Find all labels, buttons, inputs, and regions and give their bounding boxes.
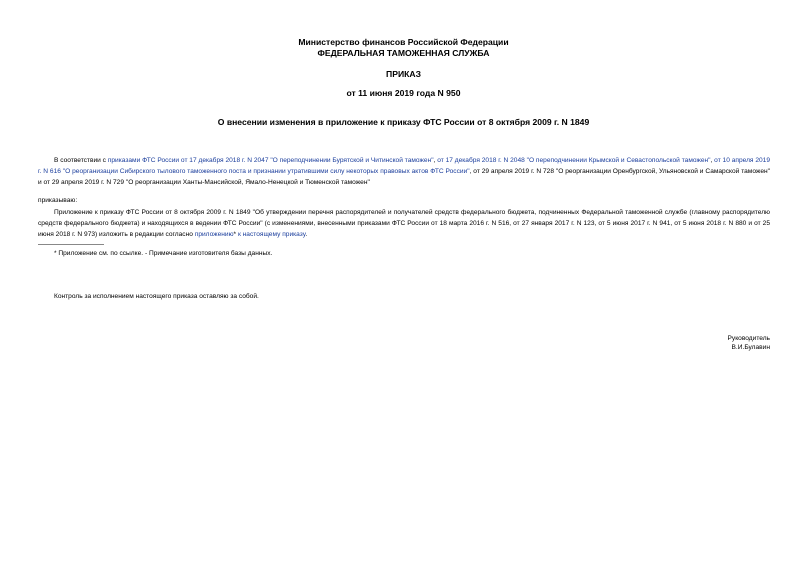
order-2048-link[interactable]: от 17 декабря 2018 г. N 2048 "О переподчинении Крымской и Севастопольской таможен" (437, 157, 711, 164)
signature-title: Руководитель (727, 335, 770, 342)
this-order-link[interactable]: к настоящему приказу (237, 231, 306, 239)
ministry-title: Министерство финансов Российской Федерации (298, 37, 509, 47)
document-date-number: от 11 июня 2019 года N 950 (346, 88, 461, 98)
signature-name: В.И.Булавин (731, 344, 770, 351)
preamble-text-2: , (433, 157, 438, 164)
footnote-divider (38, 244, 104, 245)
document-type: ПРИКАЗ (386, 69, 421, 79)
main-text-2: * (233, 231, 238, 239)
preamble-paragraph (38, 155, 770, 189)
preamble-text-1: В соответствии с (54, 157, 108, 164)
document-subject: О внесении изменения в приложение к приказу ФТС России от 8 октября 2009 г. N 1849 (217, 117, 590, 127)
footnote: * Приложение см. по ссылке. - Примечание изготовителя базы данных. (54, 250, 273, 257)
control-clause: Контроль за исполнением настоящего приказа оставляю за собой. (54, 293, 259, 300)
service-title: ФЕДЕРАЛЬНАЯ ТАМОЖЕННАЯ СЛУЖБА (317, 48, 490, 58)
main-text-3: . (305, 231, 308, 239)
order-616-link[interactable]: от 10 апреля 2019 г. N 616 "О реорганизации Сибирского тылового таможенного поста и признании утратившими силу некоторых правовых актов ФТС России" (38, 157, 770, 176)
main-paragraph (38, 207, 770, 241)
order-word: приказываю: (38, 197, 78, 204)
main-text-1: Приложение к приказу ФТС России от 8 октября 2009 г. N 1849 "Об утверждении перечня распорядителей и получателей средств федерального бюджета, подчиненных Федеральной таможенной службе (главному распорядителю средств федерального бюджета) и находящихся в ведении ФТС России" (с изменениями, внесенными приказами ФТС России от 18 марта 2016 г. N 516, от 27 января 2017 г. N 123, от 5 июня 2017 г. N 941, от 5 июня 2018 г. N 880 и от 25 июня 2018 г. N 973) изложить в редакции согласно (38, 209, 770, 239)
preamble-text-4: , от 29 апреля 2019 г. N 728 "О реорганизации Оренбургской, Ульяновской и Самарской таможен" и от 29 апреля 2019 г. N 729 "О реорганизации Ханты-Мансийской, Ямало-Ненецкой и Тюменской таможен" (38, 168, 770, 187)
preamble-text-3: , (710, 157, 715, 164)
appendix-link[interactable]: приложению (194, 231, 234, 239)
order-2047-link[interactable]: приказами ФТС России от 17 декабря 2018 г. N 2047 "О переподчинении Бурятской и Читинской таможен" (107, 157, 434, 164)
